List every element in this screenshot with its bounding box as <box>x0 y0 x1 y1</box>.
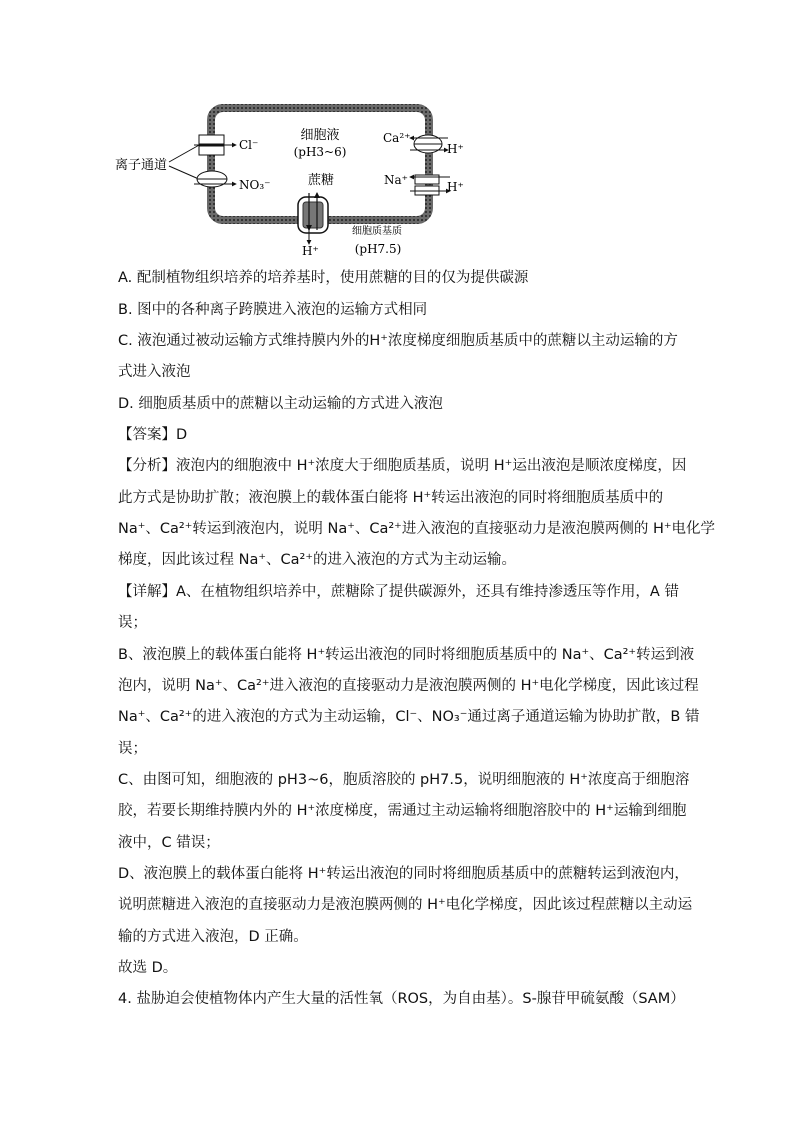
vacuole-transport-diagram <box>112 98 482 263</box>
no3-channel <box>194 171 236 187</box>
h-label-sucrose: H⁺ <box>302 244 319 258</box>
cl-channel <box>194 135 236 155</box>
detail-line: C、由图可知，细胞液的 pH3~6，胞质溶胶的 pH7.5，说明细胞液的 H⁺浓度高于细胞溶 <box>118 772 690 788</box>
sucrose-label: 蔗糖 <box>308 173 335 188</box>
detail-line: Na⁺、Ca²⁺的进入液泡的方式为主动运输，Cl⁻、NO₃⁻通过离子通道运输为协助扩散，B 错 <box>118 709 700 725</box>
h-label-ca: H⁺ <box>447 142 464 156</box>
option-a: A. 配制植物组织培养的培养基时，使用蔗糖的目的仅为提供碳源 <box>118 270 529 286</box>
detail-line: 液中，C 错误； <box>118 835 220 851</box>
analysis-line: 【分析】液泡内的细胞液中 H⁺浓度大于细胞质基质，说明 H⁺运出液泡是顺浓度梯度，因 <box>118 458 687 474</box>
detail-line: 输的方式进入液泡，D 正确。 <box>118 929 308 945</box>
cell-sap-title: 细胞液 <box>300 128 340 143</box>
question-4: 4. 盐胁迫会使植物体内产生大量的活性氧（ROS，为自由基）。S-腺苷甲硫氨酸（SAM） <box>118 991 685 1007</box>
detail-line: B、液泡膜上的载体蛋白能将 H⁺转运出液泡的同时将细胞质基质中的 Na⁺、Ca²⁺转运到液 <box>118 647 695 663</box>
option-c-cont: 式进入液泡 <box>118 364 191 380</box>
sucrose-transporter <box>298 193 328 244</box>
option-d: D. 细胞质基质中的蔗糖以主动运输的方式进入液泡 <box>118 396 443 412</box>
no3-label: NO₃⁻ <box>239 178 271 192</box>
answer: 【答案】D <box>118 427 188 443</box>
detail-line: 泡内，说明 Na⁺、Ca²⁺进入液泡的直接驱动力是液泡膜两侧的 H⁺电化学梯度，因此该过程 <box>118 678 699 694</box>
ion-channel-label: 离子通道 <box>115 158 168 173</box>
na-label: Na⁺ <box>384 173 408 187</box>
ca-label: Ca²⁺ <box>383 131 411 145</box>
cell-sap-ph: (pH3~6) <box>293 145 347 159</box>
detail-line: 误； <box>118 615 147 631</box>
detail-line: 【详解】A、在植物组织培养中，蔗糖除了提供碳源外，还具有维持渗透压等作用，A 错 <box>118 584 679 600</box>
analysis-line: 梯度，因此该过程 Na⁺、Ca²⁺的进入液泡的方式为主动运输。 <box>118 552 516 568</box>
ca-antiporter <box>410 135 448 153</box>
detail-line: 胶，若要长期维持膜内外的 H⁺浓度梯度，需通过主动运输将细胞溶胶中的 H⁺运输到细胞 <box>118 803 687 819</box>
option-b: B. 图中的各种离子跨膜进入液泡的运输方式相同 <box>118 302 428 318</box>
conclusion: 故选 D。 <box>118 960 178 976</box>
analysis-line: 此方式是协助扩散；液泡膜上的载体蛋白能将 H⁺转运出液泡的同时将细胞质基质中的 <box>118 490 664 506</box>
option-c: C. 液泡通过被动运输方式维持膜内外的H⁺浓度梯度细胞质基质中的蔗糖以主动运输的方 <box>118 333 678 349</box>
detail-line: D、液泡膜上的载体蛋白能将 H⁺转运出液泡的同时将细胞质基质中的蔗糖转运到液泡内， <box>118 866 689 882</box>
analysis-line: Na⁺、Ca²⁺转运到液泡内，说明 Na⁺、Ca²⁺进入液泡的直接驱动力是液泡膜两侧的 H⁺电化学 <box>118 521 715 537</box>
cl-label: Cl⁻ <box>239 138 259 152</box>
detail-line: 误； <box>118 741 147 757</box>
cytoplasm-ph: (pH7.5) <box>354 242 402 256</box>
cytoplasm-label: 细胞质基质 <box>352 226 402 237</box>
detail-line: 说明蔗糖进入液泡的直接驱动力是液泡膜两侧的 H⁺电化学梯度，因此该过程蔗糖以主动运 <box>118 897 693 913</box>
h-label-na: H⁺ <box>447 180 464 194</box>
